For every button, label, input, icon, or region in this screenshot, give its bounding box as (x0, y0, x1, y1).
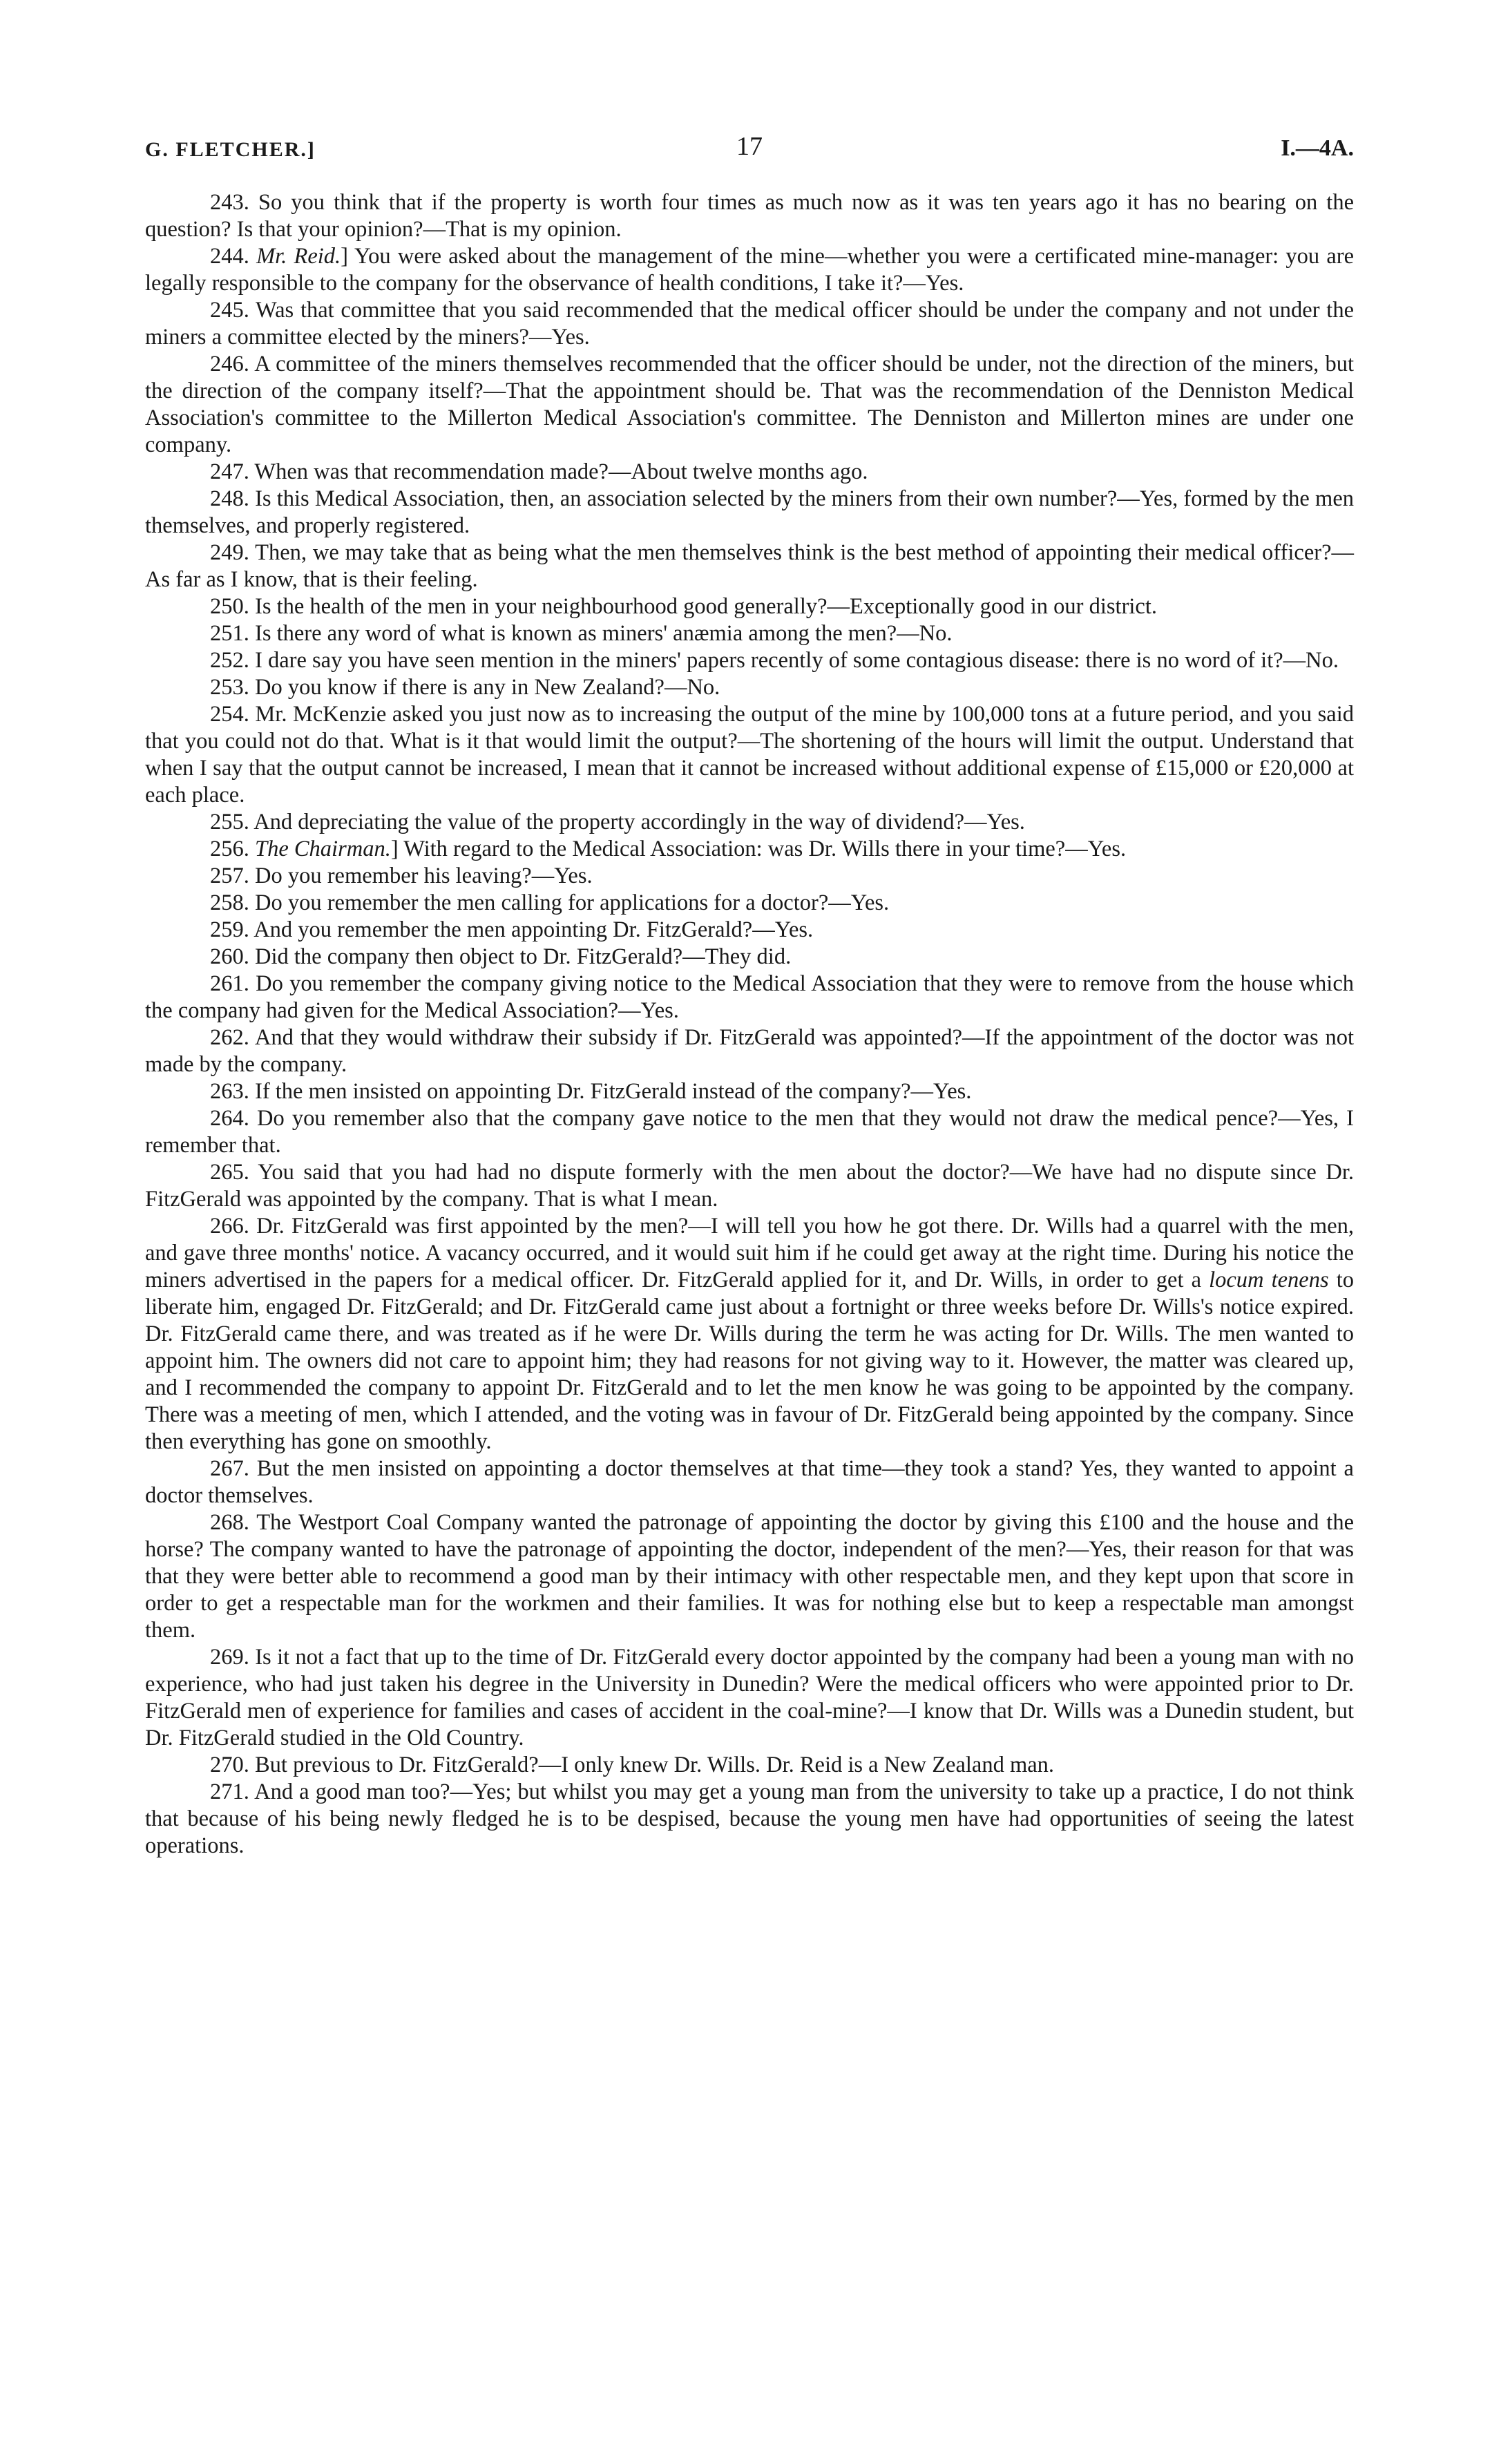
testimony-paragraph (145, 701, 1354, 809)
paragraph-text: 257. Do you remember his leaving?—Yes. (210, 863, 593, 888)
document-page (145, 131, 1354, 1860)
paragraph-text: 269. Is it not a fact that up to the time of Dr. FitzGerald every doctor appointed by the company had been a young man with no experience, who had just taken his degree in the University in Dunedin? Were the medical officers who were appointed prior to Dr. FitzGerald men of experience for families and cases of accident in the coal-mine?—I know that Dr. Wills was a Dunedin student, but Dr. FitzGerald studied in the Old Country. (145, 1645, 1354, 1750)
page-number: 17 (736, 132, 763, 161)
testimony-paragraph (145, 890, 1354, 917)
paragraph-text: 255. And depreciating the value of the property accordingly in the way of dividend?—Yes. (210, 810, 1025, 834)
paragraph-text: 270. But previous to Dr. FitzGerald?—I only knew Dr. Wills. Dr. Reid is a New Zealand man. (210, 1753, 1055, 1777)
testimony-paragraph (145, 809, 1354, 836)
paragraph-text-continued: to liberate him, engaged Dr. FitzGerald; and Dr. FitzGerald came just about a fortnight or three weeks before Dr. Wills's notice expired. Dr. FitzGerald came there, and was treated as if he were Dr. Wills during the term he was acting for Dr. Wills. The men wanted to appoint him. The owners did not care to appoint him; they had reasons for not giving way to it. However, the matter was cleared up, and I recommended the company to appoint Dr. FitzGerald and to let the men know he was going to be appointed by the company. There was a meeting of men, which I attended, and the voting was in favour of Dr. FitzGerald being appointed by the company. Since then everything has gone on smoothly. (145, 1268, 1354, 1454)
testimony-paragraph (145, 1779, 1354, 1860)
testimony-paragraph (145, 647, 1354, 674)
paragraph-text: 246. A committee of the miners themselves recommended that the officer should be under, not the direction of the miners, but the direction of the company itself?—That the appointment should be. That was the recommendation of the Denniston Medical Association's committee to the Millerton Medical Association's committee. The Denniston and Millerton mines are under one company. (145, 352, 1354, 457)
paragraph-text: 262. And that they would withdraw their subsidy if Dr. FitzGerald was appointed?—If the appointment of the doctor was not made by the company. (145, 1025, 1354, 1077)
testimony-paragraph (145, 1509, 1354, 1644)
testimony-paragraph (145, 1752, 1354, 1779)
testimony-paragraph (145, 836, 1354, 863)
paragraph-text: 271. And a good man too?—Yes; but whilst you may get a young man from the university to take up a practice, I do not think that because of his being newly fledged he is to be despised, because the young men have had opportunities of seeing the latest operations. (145, 1779, 1354, 1858)
testimony-paragraph (145, 1455, 1354, 1509)
running-header (145, 131, 1354, 173)
testimony-paragraph (145, 1078, 1354, 1105)
paragraph-text: 250. Is the health of the men in your neighbourhood good generally?—Exceptionally good in our district. (210, 594, 1158, 619)
paragraph-text: 264. Do you remember also that the company gave notice to the men that they would not draw the medical pence?—Yes, I remember that. (145, 1106, 1354, 1158)
paragraph-text: 263. If the men insisted on appointing Dr. FitzGerald instead of the company?—Yes. (210, 1079, 972, 1104)
testimony-paragraph (145, 1644, 1354, 1752)
testimony-paragraph (145, 1213, 1354, 1455)
paragraph-text: 261. Do you remember the company giving notice to the Medical Association that they were to remove from the house which the company had given for the Medical Association?—Yes. (145, 971, 1354, 1023)
paragraph-text: 251. Is there any word of what is known as miners' anæmia among the men?—No. (210, 621, 953, 646)
testimony-body (145, 189, 1354, 1860)
testimony-paragraph (145, 593, 1354, 620)
testimony-paragraph (145, 944, 1354, 971)
paragraph-text: 253. Do you know if there is any in New Zealand?—No. (210, 675, 720, 700)
testimony-paragraph (145, 539, 1354, 593)
testimony-paragraph (145, 189, 1354, 243)
header-witness-name: G. FLETCHER.] (145, 138, 316, 161)
paragraph-text: 254. Mr. McKenzie asked you just now as to increasing the output of the mine by 100,000 tons at a future period, and you said that you could not do that. What is it that would limit the output?—The shortening of the hours will limit the output. Understand that when I say that the output cannot be increased, I mean that it cannot be increased without additional expense of £15,000 or £20,000 at each place. (145, 702, 1354, 808)
paragraph-text: 247. When was that recommendation made?—About twelve months ago. (210, 459, 868, 484)
italic-speaker-or-term: locum tenens (1209, 1268, 1329, 1292)
paragraph-text: 248. Is this Medical Association, then, an association selected by the miners from their own number?—Yes, formed by the men themselves, and properly registered. (145, 486, 1354, 538)
paragraph-text: 268. The Westport Coal Company wanted the patronage of appointing the doctor by giving this £100 and the house and the horse? The company wanted to have the patronage of appointing the doctor, independent of the men?—Yes, their reason for that was that they were better able to recommend a good man by their intimacy with other respectable men, and they kept upon that score in order to get a respectable man for the workmen and their families. It was for nothing else but to keep a respectable man amongst them. (145, 1510, 1354, 1643)
header-paper-reference: I.—4A. (1281, 135, 1354, 161)
testimony-paragraph (145, 1105, 1354, 1159)
testimony-paragraph (145, 863, 1354, 890)
paragraph-text: 267. But the men insisted on appointing a doctor themselves at that time—they took a stand? Yes, they wanted to appoint a doctor themselves. (145, 1456, 1354, 1508)
testimony-paragraph (145, 620, 1354, 647)
testimony-paragraph (145, 297, 1354, 351)
testimony-paragraph (145, 459, 1354, 486)
paragraph-text-continued: ] With regard to the Medical Association: was Dr. Wills there in your time?—Yes. (390, 837, 1127, 861)
testimony-paragraph (145, 1159, 1354, 1213)
paragraph-text: 259. And you remember the men appointing Dr. FitzGerald?—Yes. (210, 917, 814, 942)
testimony-paragraph (145, 243, 1354, 297)
paragraph-text: 258. Do you remember the men calling for applications for a doctor?—Yes. (210, 890, 890, 915)
paragraph-text: 244. (210, 244, 257, 269)
paragraph-text: 265. You said that you had had no dispute formerly with the men about the doctor?—We have had no dispute since Dr. FitzGerald was appointed by the company. That is what I mean. (145, 1160, 1354, 1212)
testimony-paragraph (145, 351, 1354, 459)
italic-speaker-or-term: Mr. Reid. (256, 244, 341, 269)
testimony-paragraph (145, 971, 1354, 1024)
testimony-paragraph (145, 486, 1354, 539)
paragraph-text: 260. Did the company then object to Dr. FitzGerald?—They did. (210, 944, 792, 969)
paragraph-text: 249. Then, we may take that as being what the men themselves think is the best method of appointing their medical officer?—As far as I know, that is their feeling. (145, 540, 1354, 592)
italic-speaker-or-term: The Chairman. (255, 837, 391, 861)
paragraph-text: 266. Dr. FitzGerald was first appointed by the men?—I will tell you how he got there. Dr. Wills had a quarrel with the men, and gave three months' notice. A vacancy occurred, and it would suit him if he could get away at the right time. During his notice the miners advertised in the papers for a medical officer. Dr. FitzGerald applied for it, and Dr. Wills, in order to get a (145, 1214, 1354, 1292)
paragraph-text: 252. I dare say you have seen mention in the miners' papers recently of some contagious disease: there is no word of it?—No. (210, 648, 1339, 673)
testimony-paragraph (145, 674, 1354, 701)
testimony-paragraph (145, 1024, 1354, 1078)
paragraph-text: 245. Was that committee that you said recommended that the medical officer should be under the company and not under the miners a committee elected by the miners?—Yes. (145, 298, 1354, 350)
testimony-paragraph (145, 917, 1354, 944)
paragraph-text-continued: ] You were asked about the management of the mine—whether you were a certificated mine-manager: you are legally responsible to the company for the observance of health conditions, I take it?—Yes. (145, 244, 1354, 296)
paragraph-text: 243. So you think that if the property is worth four times as much now as it was ten years ago it has no bearing on the question? Is that your opinion?—That is my opinion. (145, 190, 1354, 242)
paragraph-text: 256. (210, 837, 255, 861)
